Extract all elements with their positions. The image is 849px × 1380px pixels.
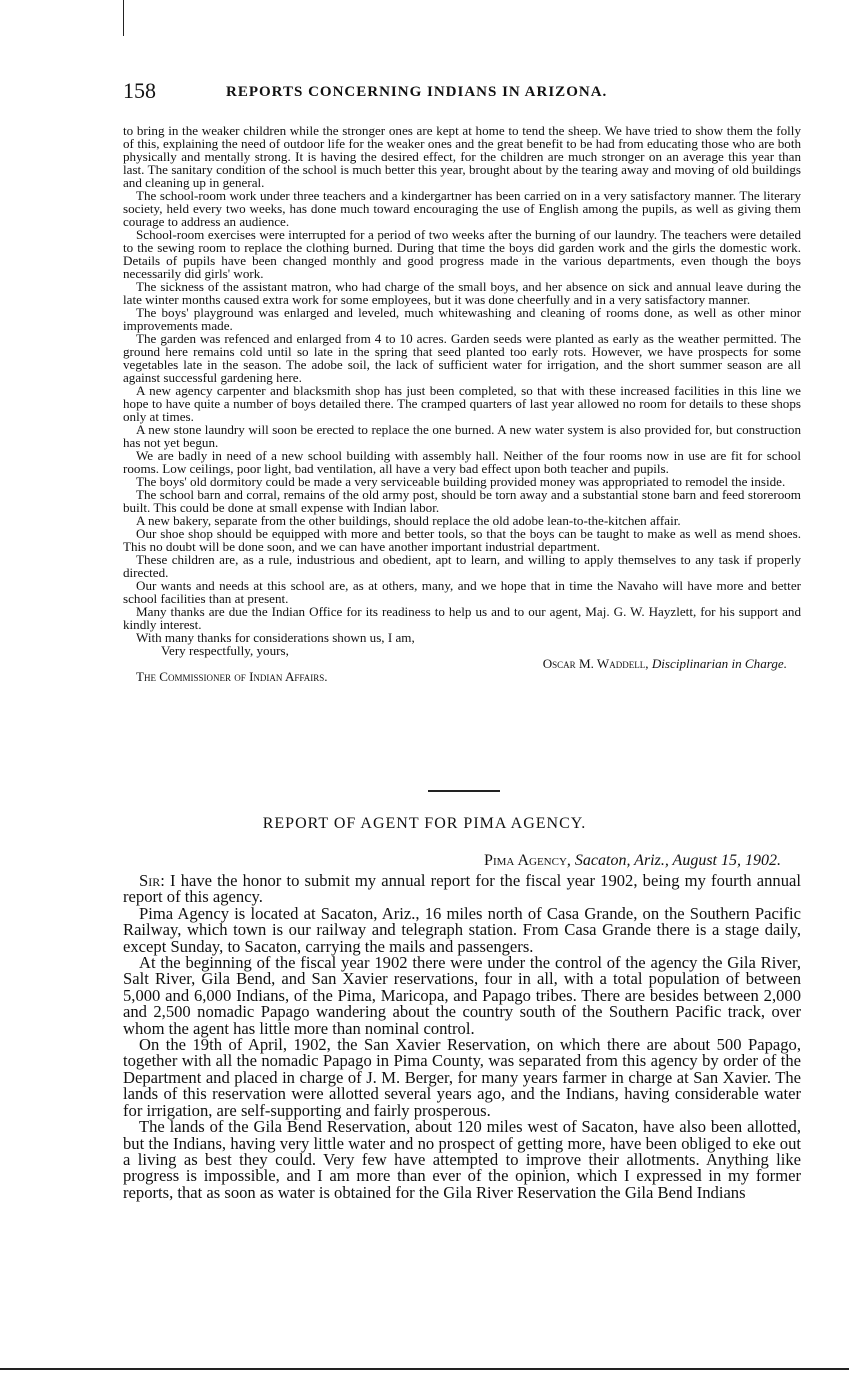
report-paragraph: With many thanks for considerations shown us, I am, — [136, 630, 415, 645]
section-title: REPORT OF AGENT FOR PIMA AGENCY. — [262, 815, 587, 832]
dateline-place: Pima Agency, — [484, 852, 571, 869]
report-paragraph: Pima Agency is located at Sacaton, Ariz., 16 miles north of Casa Grande, on the Southern Pacific Railway, which town is our railway and telegraph station. From Casa Grande there is a stage daily, except Sunday, to Sacaton, carrying the mails and passengers. — [123, 903, 801, 956]
signer-title: Disciplinarian in Charge. — [651, 656, 787, 671]
closing-line: Very respectfully, yours, — [161, 643, 289, 658]
salutation: Sir: — [139, 871, 165, 890]
report-paragraph: The sickness of the assistant matron, who had charge of the small boys, and her absence on sick and annual leave during the late winter months caused extra work for some employees, but it was done cheerfully and in a very satisfactory manner. — [123, 279, 801, 307]
page-bottom-edge — [0, 1368, 849, 1370]
opening-paragraph — [123, 873, 801, 906]
running-title: REPORTS CONCERNING INDIANS IN ARIZONA. — [226, 84, 608, 100]
report-paragraph: The boys' playground was enlarged and leveled, much whitewashing and cleaning of rooms done, as well as other minor improvements made. — [123, 305, 801, 333]
page-header — [123, 78, 803, 108]
report-paragraph: On the 19th of April, 1902, the San Xavier Reservation, on which there are about 500 Papago, together with all the nomadic Papago in Pima County, was separated from this agency by order of the Department and placed in charge of J. M. Berger, for many years farmer in charge at San Xavier. The lands of this reservation were allotted several years ago, and the Indians, having considerable water for irrigation, are self-supporting and fairly prosperous. — [123, 1035, 801, 1120]
addressee-line: The Commissioner of Indian Affairs. — [136, 669, 328, 684]
dateline-date: Sacaton, Ariz., August 15, 1902. — [574, 852, 781, 869]
report-paragraph: to bring in the weaker children while the stronger ones are kept at home to tend the sheep. We have tried to show them the folly of this, explaining the need of outdoor life for the weaker ones and the great benefit to be had from educating those who are both physically and mentally strong. It is having the desired effect, for the children are much stronger on an average this year than last. The sanitary condition of the school is much better this year, brought about by the tearing away and moving of old buildings and cleaning up in general. — [123, 123, 801, 190]
report-paragraph: The garden was refenced and enlarged from 4 to 10 acres. Garden seeds were planted as early as the weather permitted. The ground here remains cold until so late in the spring that seed planted too early rots. However, we have prospects for some vegetables late in the season. The adobe soil, the lack of sufficient water for irrigation, and the short summer season are all against successful gardening here. — [123, 331, 801, 385]
pima-agency-report-body — [123, 873, 801, 1201]
page-number: 158 — [123, 78, 156, 103]
signer-name: Oscar M. Waddell, — [542, 656, 649, 671]
report-paragraph: School-room exercises were interrupted for a period of two weeks after the burning of our laundry. The teachers were detailed to the sewing room to replace the clothing burned. During that time the boys did garden work and the girls the domestic work. Details of pupils have been changed monthly and good progress made in the various departments, even though the boys necessarily did girls' work. — [123, 227, 801, 281]
report-paragraph: The school barn and corral, remains of the old army post, should be torn away and a substantial stone barn and feed storeroom built. This could be done at small expense with Indian labor. — [123, 487, 801, 515]
dateline — [484, 852, 781, 870]
report-paragraph: The boys' old dormitory could be made a very serviceable building provided money was appropriated to remodel the inside. — [136, 474, 786, 489]
report-paragraph: Our wants and needs at this school are, as at others, many, and we hope that in time the Navaho will have more and better school facilities than at present. — [123, 578, 801, 606]
report-paragraph: These children are, as a rule, industrious and obedient, apt to learn, and willing to apply themselves to any task if properly directed. — [123, 552, 801, 580]
report-paragraph: A new agency carpenter and blacksmith shop has just been completed, so that with these increased facilities in this line we hope to have quite a number of boys detailed there. The cramped quarters of last year allowed no room for details to these shops only at times. — [123, 383, 801, 424]
report-paragraph: Many thanks are due the Indian Office for its readiness to help us and to our agent, Maj. G. W. Hayzlett, for his support and kindly interest. — [123, 604, 801, 632]
margin-tick-mark — [123, 0, 124, 36]
report-paragraph: A new stone laundry will soon be erected to replace the one burned. A new water system is also provided for, but construction has not yet begun. — [123, 422, 801, 450]
report-paragraph: The lands of the Gila Bend Reservation, about 120 miles west of Sacaton, have also been allotted, but the Indians, having very little water and no prospect of getting more, have been obliged to eke out a living as best they could. Very few have attempted to improve their allotments. Anything like progress is impossible, and I am more than ever of the opinion, which I expressed in my former reports, that as soon as water is obtained for the Gila River Reservation the Gila Bend Indians — [123, 1117, 801, 1202]
report-paragraph: We are badly in need of a new school building with assembly hall. Neither of the four rooms now in use are fit for school rooms. Low ceilings, poor light, bad ventilation, all have a very bad effect upon both teacher and pupils. — [123, 448, 801, 476]
opening-text: I have the honor to submit my annual report for the fiscal year 1902, being my fourth annual report of this agency. — [123, 871, 801, 907]
report-paragraph: Our shoe shop should be equipped with more and better tools, so that the boys can be taught to make as well as mend shoes. This no doubt will be done soon, and we can have another important industrial department. — [123, 526, 801, 554]
report-paragraph: The school-room work under three teachers and a kindergartner has been carried on in a very satisfactory manner. The literary society, held every two weeks, has done much toward encouraging the use of English among the pupils, as well as giving them courage to address an audience. — [123, 188, 801, 229]
report-paragraph: A new bakery, separate from the other buildings, should replace the old adobe lean-to-the-kitchen affair. — [136, 513, 681, 528]
report-paragraph: At the beginning of the fiscal year 1902 there were under the control of the agency the Gila River, Salt River, Gila Bend, and San Xavier reservations, four in all, with a total population of between 5,000 and 6,000 Indians, of the Pima, Maricopa, and Papago tribes. There are besides between 2,000 and 2,500 nomadic Papago wandering about the country south of the Southern Pacific track, over whom the agent has little more than nominal control. — [123, 953, 801, 1038]
navaho-school-report-continuation — [123, 124, 801, 683]
section-divider — [428, 790, 500, 792]
